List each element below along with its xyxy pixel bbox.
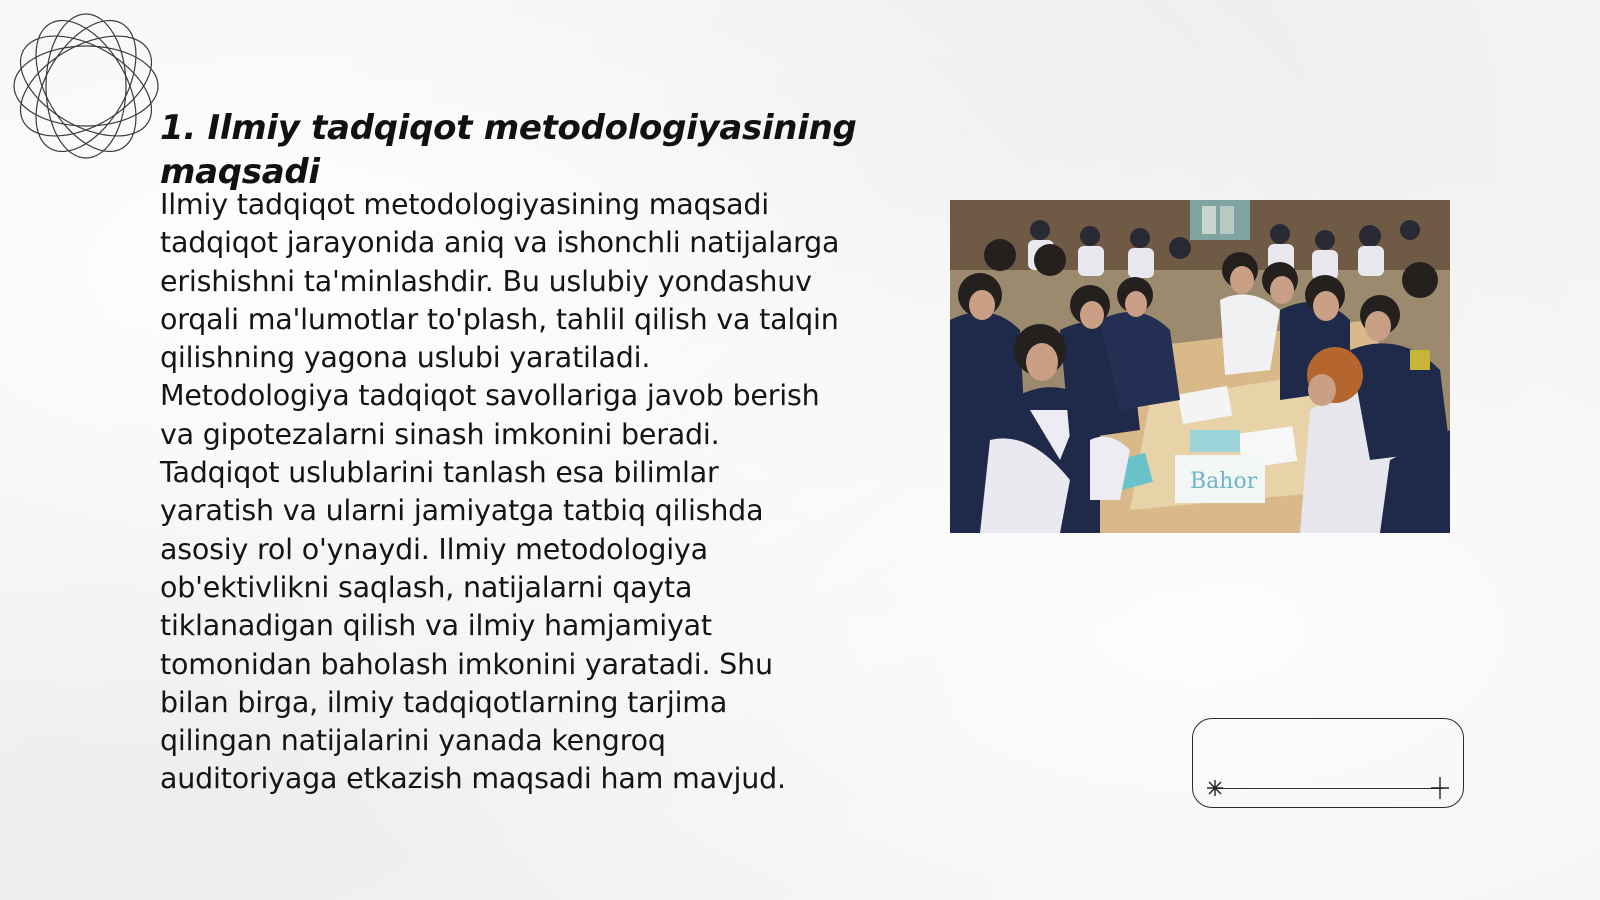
slide-title: 1. Ilmiy tadqiqot metodologiyasining maqsadi bbox=[160, 108, 857, 192]
plus-cross-icon bbox=[1429, 776, 1451, 800]
circle-rosette-ornament bbox=[8, 8, 164, 164]
decorative-line bbox=[1213, 788, 1443, 789]
decorative-frame bbox=[1192, 718, 1464, 808]
classroom-photo bbox=[950, 200, 1450, 533]
slide-body-text: Ilmiy tadqiqot metodologiyasining maqsadi tadqiqot jarayonida aniq va ishonchli natijalarga erishishni ta'minlashdir. Bu uslubiy yondashuv orqali ma'lumotlar to'plash, tahlil qilish va talqin qilishning yagona uslubi yaratiladi. Metodologiya tadqiqot savollariga javob berish va gipotezalarni sinash imkonini beradi. Tadqiqot uslublarini tanlash esa bilimlar yaratish va ularni jamiyatga tatbiq qilishda asosiy rol o'ynaydi. Ilmiy metodologiya ob'ektivlikni saqlash, natijalarni qayta tiklanadigan qilish va ilmiy hamjamiyat tomonidan baholash imkonini yaratadi. Shu bilan birga, ilmiy tadqiqotlarning tarjima qilingan natijalarini yanada kengroq auditoriyaga etkazish maqsadi ham mavjud. bbox=[160, 188, 840, 796]
photo-sign-text: Bahor bbox=[1190, 469, 1258, 494]
sparkle-icon bbox=[1205, 778, 1225, 798]
